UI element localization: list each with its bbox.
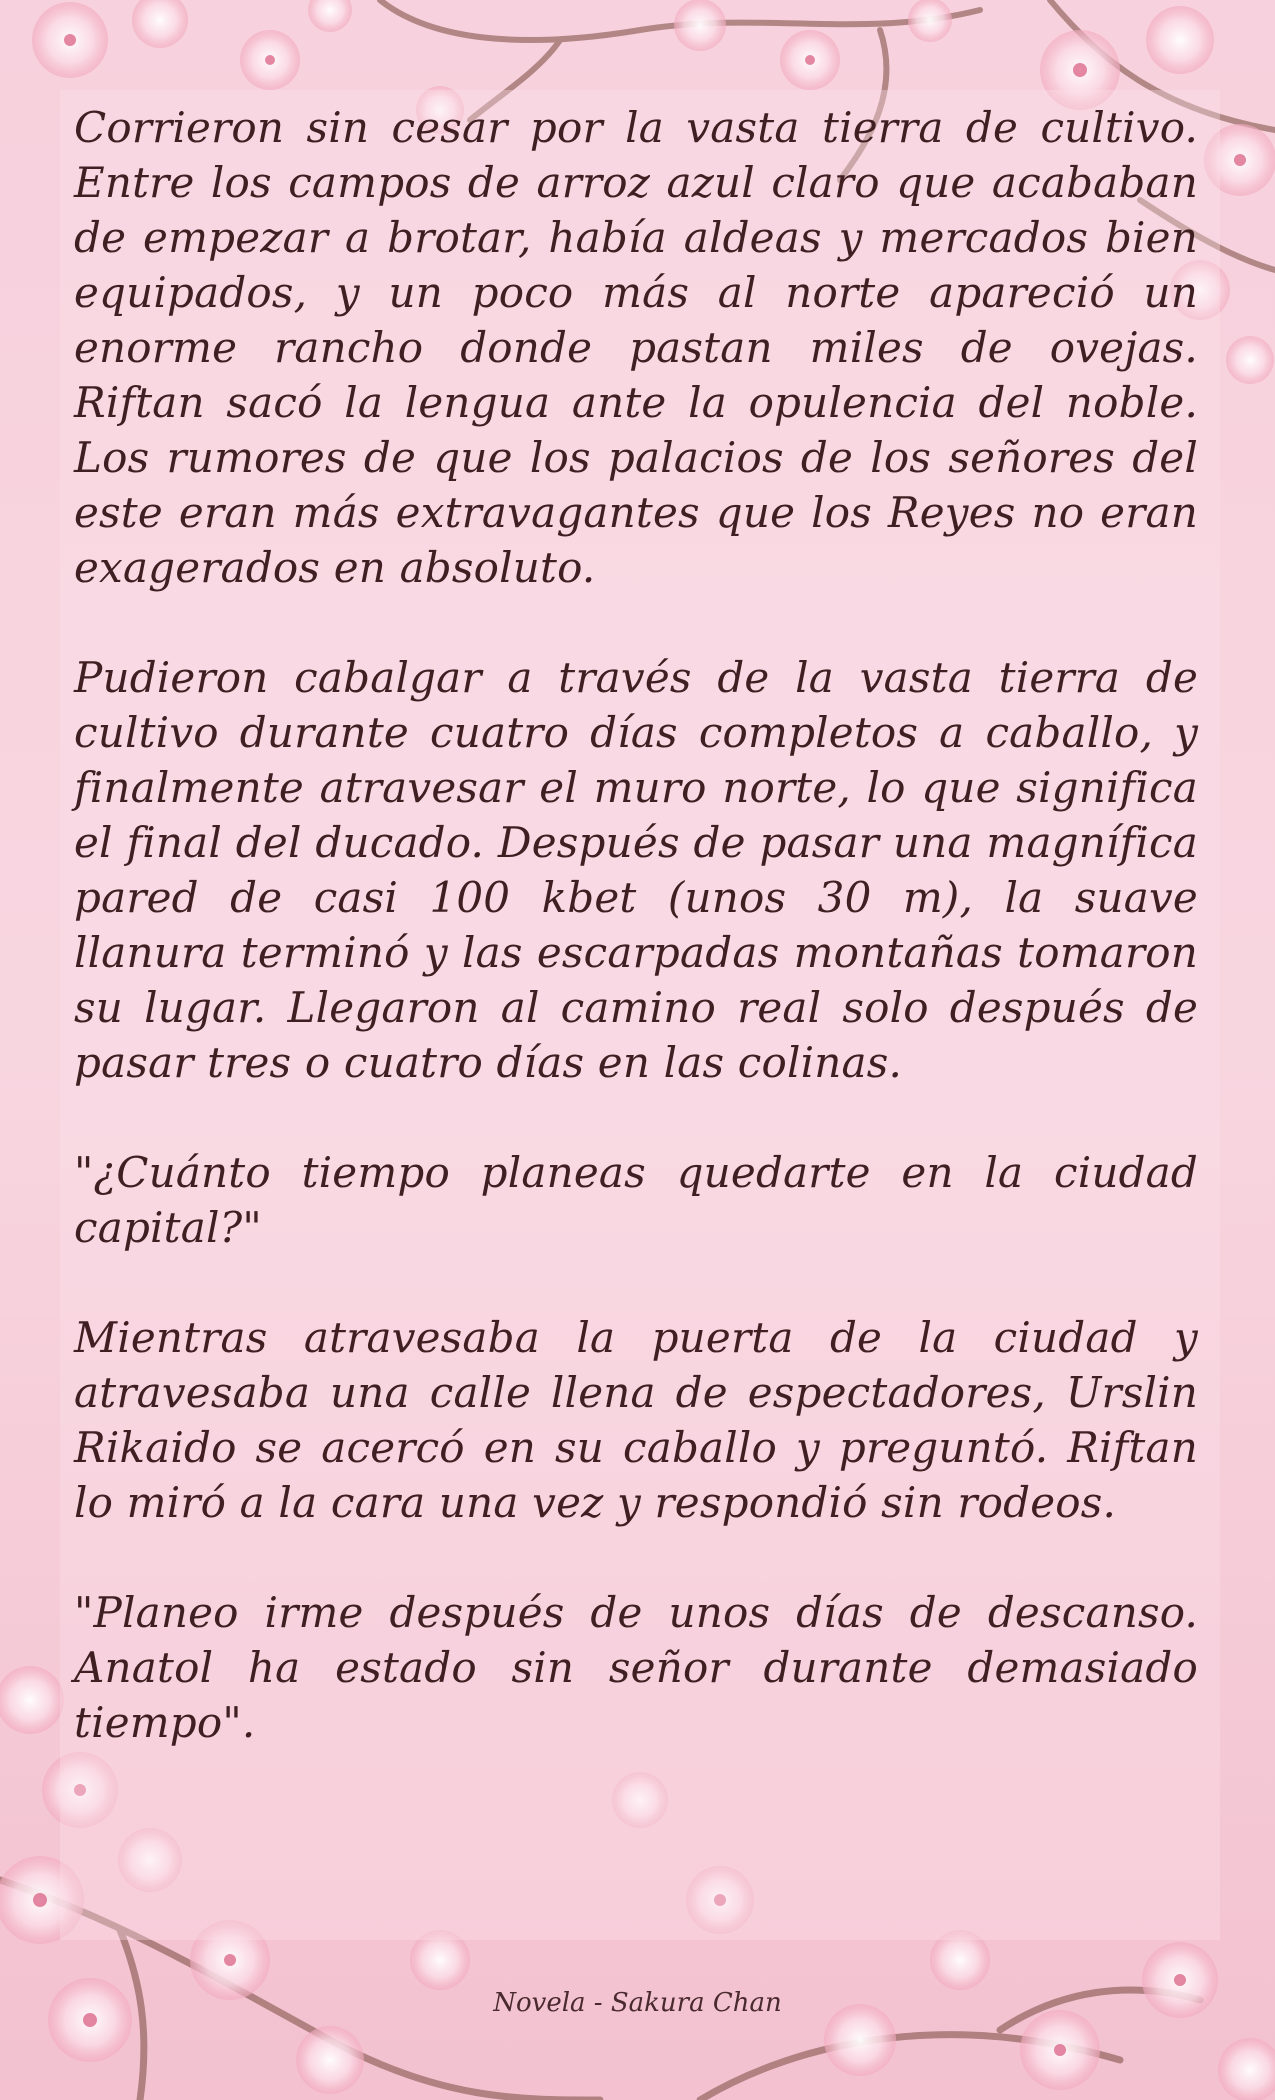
paragraph-5-dialogue: "Planeo irme después de unos días de descanso. Anatol ha estado sin señor durante demasiado tiempo". bbox=[74, 1588, 1198, 1747]
story-text bbox=[74, 100, 1198, 1805]
paragraph-1: Corrieron sin cesar por la vasta tierra de cultivo. Entre los campos de arroz azul claro que acababan de empezar a brotar, había aldeas y mercados bien equipados, y un poco más al norte apareció un enorme rancho donde pastan miles de ovejas. Riftan sacó la lengua ante la opulencia del noble. Los rumores de que los palacios de los señores del este eran más extravagantes que los Reyes no eran exagerados en absoluto. bbox=[74, 103, 1198, 592]
paragraph-2: Pudieron cabalgar a través de la vasta tierra de cultivo durante cuatro días completos a caballo, y finalmente atravesar el muro norte, lo que significa el final del ducado. Después de pasar una magnífica pared de casi 100 kbet (unos 30 m), la suave llanura terminó y las escarpadas montañas tomaron su lugar. Llegaron al camino real solo después de pasar tres o cuatro días en las colinas. bbox=[74, 653, 1198, 1087]
paragraph-4: Mientras atravesaba la puerta de la ciudad y atravesaba una calle llena de espectadores, Urslin Rikaido se acercó en su caballo y preguntó. Riftan lo miró a la cara una vez y respondió sin rodeos. bbox=[74, 1313, 1198, 1527]
paragraph-3-dialogue: "¿Cuánto tiempo planeas quedarte en la ciudad capital?" bbox=[74, 1148, 1198, 1252]
credit-signature: Novela - Sakura Chan bbox=[493, 1988, 782, 2018]
